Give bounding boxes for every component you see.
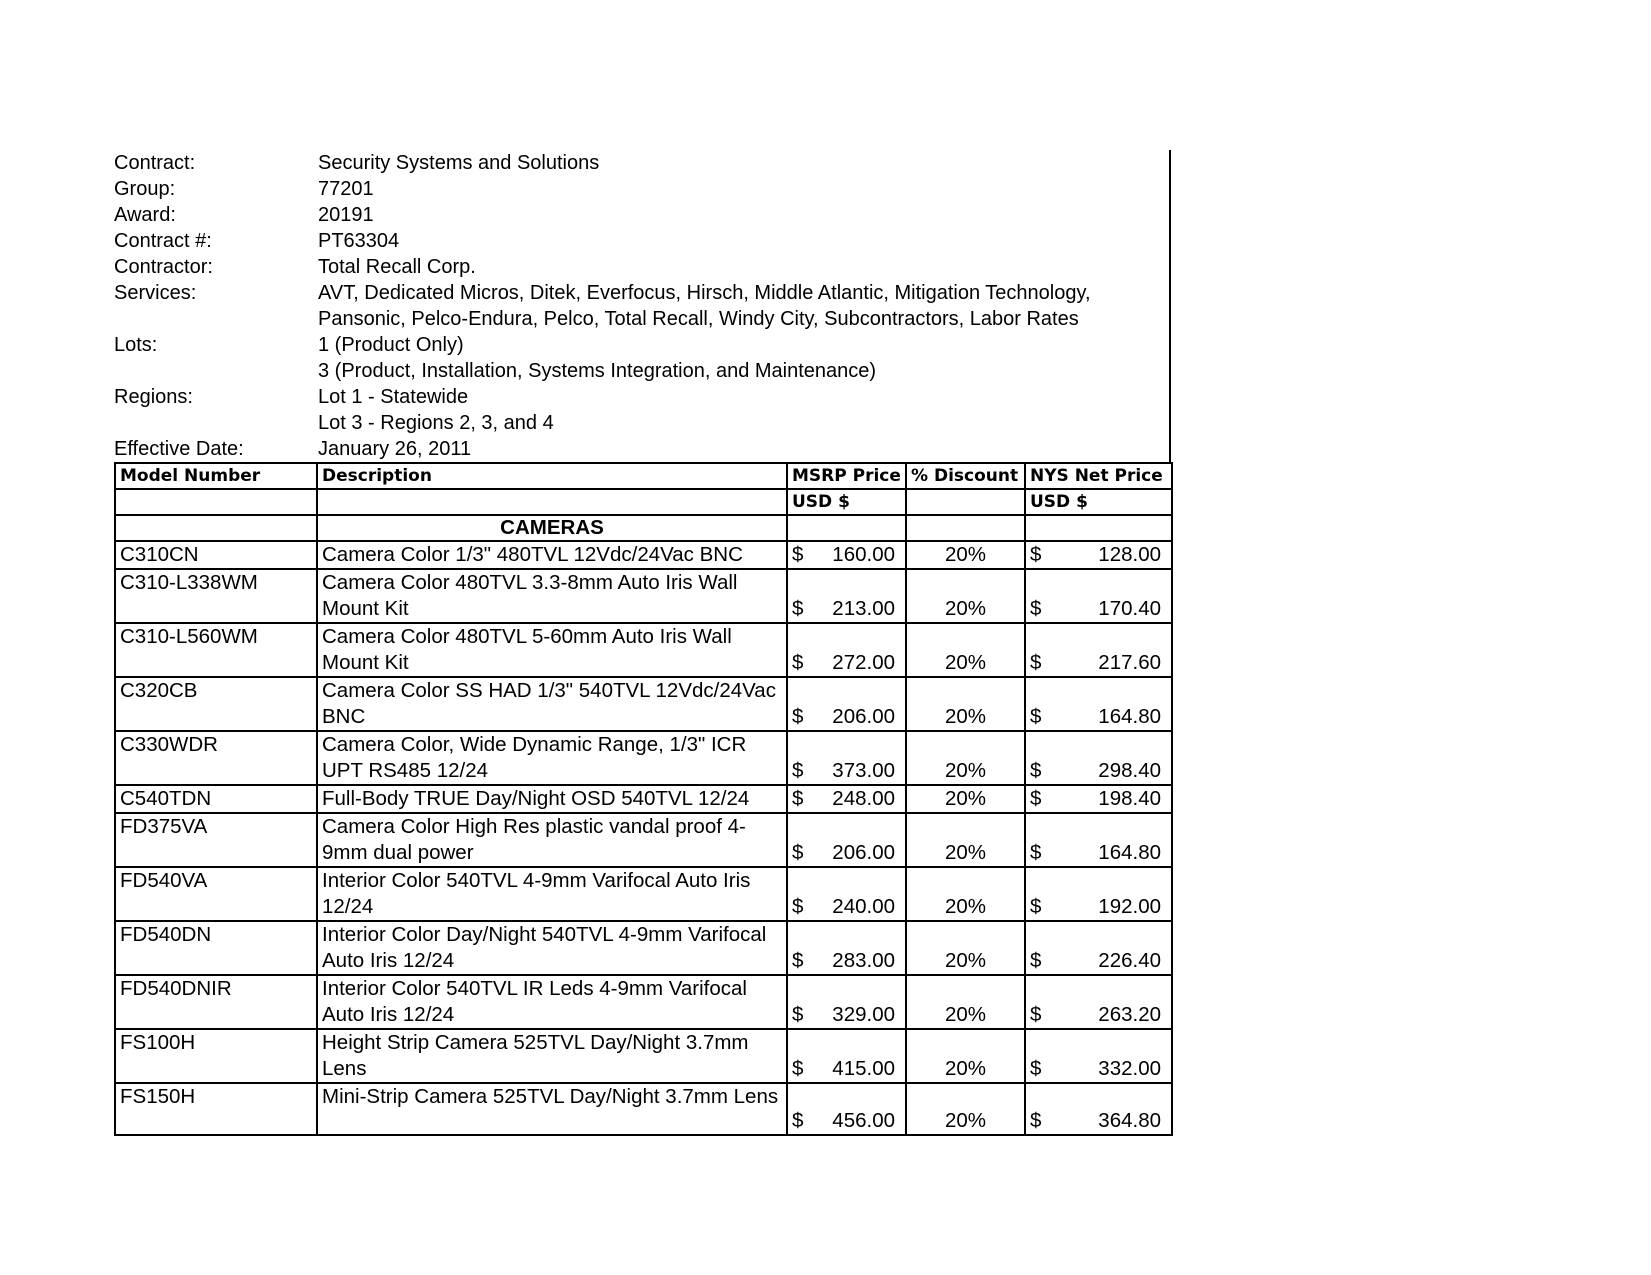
description: Camera Color 480TVL 5-60mm Auto Iris Wall Mount Kit xyxy=(317,623,787,677)
discount: 20% xyxy=(906,975,1025,1029)
net-price xyxy=(1025,731,1172,785)
model-number: FS100H xyxy=(115,1029,317,1083)
amount: 160.00 xyxy=(832,543,895,566)
currency-symbol: $ xyxy=(1030,1003,1042,1026)
currency-msrp: USD $ xyxy=(787,489,906,515)
discount: 20% xyxy=(906,541,1025,569)
meta-value: PT63304 xyxy=(318,230,400,252)
table-row xyxy=(115,1083,1172,1135)
currency-symbol: $ xyxy=(1030,895,1042,918)
model-number: C310CN xyxy=(115,541,317,569)
currency-symbol: $ xyxy=(1030,1109,1042,1132)
currency-symbol: $ xyxy=(1030,543,1042,566)
net-price xyxy=(1025,813,1172,867)
msrp-price xyxy=(787,785,906,813)
model-number: FD540DNIR xyxy=(115,975,317,1029)
description: Camera Color SS HAD 1/3" 540TVL 12Vdc/24Vac BNC xyxy=(317,677,787,731)
amount: 226.40 xyxy=(1098,949,1161,972)
amount: 213.00 xyxy=(832,597,895,620)
table-row xyxy=(115,785,1172,813)
currency-symbol: $ xyxy=(1030,1057,1042,1080)
description: Interior Color Day/Night 540TVL 4-9mm Varifocal Auto Iris 12/24 xyxy=(317,921,787,975)
meta-label: Services: xyxy=(114,282,197,304)
table-row xyxy=(115,677,1172,731)
net-price xyxy=(1025,677,1172,731)
model-number: FD540VA xyxy=(115,867,317,921)
description: Height Strip Camera 525TVL Day/Night 3.7mm Lens xyxy=(317,1029,787,1083)
meta-row xyxy=(114,436,1171,462)
msrp-price xyxy=(787,1083,906,1135)
amount: 263.20 xyxy=(1098,1003,1161,1026)
meta-label: Contract #: xyxy=(114,230,212,252)
description: Interior Color 540TVL IR Leds 4-9mm Varifocal Auto Iris 12/24 xyxy=(317,975,787,1029)
meta-row xyxy=(114,202,1171,228)
amount: 206.00 xyxy=(832,705,895,728)
price-table xyxy=(114,462,1173,1136)
net-price xyxy=(1025,975,1172,1029)
discount: 20% xyxy=(906,1029,1025,1083)
meta-value: Lot 3 - Regions 2, 3, and 4 xyxy=(318,412,554,434)
amount: 364.80 xyxy=(1098,1109,1161,1132)
meta-value: 77201 xyxy=(318,178,374,200)
msrp-price xyxy=(787,623,906,677)
model-number: FD375VA xyxy=(115,813,317,867)
currency-symbol: $ xyxy=(792,1109,804,1132)
msrp-price xyxy=(787,975,906,1029)
amount: 298.40 xyxy=(1098,759,1161,782)
currency-symbol: $ xyxy=(1030,949,1042,972)
meta-label: Regions: xyxy=(114,386,193,408)
meta-row xyxy=(114,332,1171,384)
table-row xyxy=(115,569,1172,623)
net-price xyxy=(1025,541,1172,569)
net-price xyxy=(1025,1083,1172,1135)
model-number: C310-L560WM xyxy=(115,623,317,677)
currency-net: USD $ xyxy=(1025,489,1172,515)
amount: 283.00 xyxy=(832,949,895,972)
amount: 248.00 xyxy=(832,787,895,810)
amount: 164.80 xyxy=(1098,705,1161,728)
table-row xyxy=(115,813,1172,867)
header-discount: % Discount xyxy=(906,463,1025,489)
msrp-price xyxy=(787,541,906,569)
currency-symbol: $ xyxy=(792,1003,804,1026)
right-border-line xyxy=(1169,150,1171,462)
amount: 373.00 xyxy=(832,759,895,782)
meta-value: Lot 1 - Statewide xyxy=(318,386,469,408)
meta-value: 3 (Product, Installation, Systems Integration, and Maintenance) xyxy=(318,360,877,382)
header-description: Description xyxy=(317,463,787,489)
currency-symbol: $ xyxy=(792,949,804,972)
meta-value: January 26, 2011 xyxy=(318,438,472,460)
meta-value: 1 (Product Only) xyxy=(318,334,464,356)
net-price xyxy=(1025,785,1172,813)
discount: 20% xyxy=(906,731,1025,785)
meta-label: Lots: xyxy=(114,334,158,356)
currency-symbol: $ xyxy=(1030,759,1042,782)
currency-symbol: $ xyxy=(1030,787,1042,810)
currency-symbol: $ xyxy=(1030,597,1042,620)
model-number: FS150H xyxy=(115,1083,317,1135)
currency-symbol: $ xyxy=(1030,841,1042,864)
currency-symbol: $ xyxy=(792,841,804,864)
msrp-price xyxy=(787,813,906,867)
model-number: C310-L338WM xyxy=(115,569,317,623)
meta-row xyxy=(114,228,1171,254)
meta-label: Award: xyxy=(114,204,176,226)
model-number: C330WDR xyxy=(115,731,317,785)
price-list-sheet xyxy=(114,150,1171,1136)
msrp-price xyxy=(787,569,906,623)
table-row xyxy=(115,975,1172,1029)
meta-row xyxy=(114,384,1171,436)
currency-symbol: $ xyxy=(1030,705,1042,728)
amount: 170.40 xyxy=(1098,597,1161,620)
discount: 20% xyxy=(906,785,1025,813)
meta-value: Pansonic, Pelco-Endura, Pelco, Total Recall, Windy City, Subcontractors, Labor Rates xyxy=(318,308,1079,330)
description: Mini-Strip Camera 525TVL Day/Night 3.7mm Lens xyxy=(317,1083,787,1135)
currency-symbol: $ xyxy=(792,787,804,810)
msrp-price xyxy=(787,921,906,975)
meta-label: Contract: xyxy=(114,152,196,174)
description: Full-Body TRUE Day/Night OSD 540TVL 12/24 xyxy=(317,785,787,813)
amount: 329.00 xyxy=(832,1003,895,1026)
meta-value: Security Systems and Solutions xyxy=(318,152,600,174)
currency-symbol: $ xyxy=(792,705,804,728)
contract-info xyxy=(114,150,1171,462)
msrp-price xyxy=(787,731,906,785)
discount: 20% xyxy=(906,1083,1025,1135)
table-row xyxy=(115,623,1172,677)
amount: 415.00 xyxy=(832,1057,895,1080)
meta-label: Effective Date: xyxy=(114,438,244,460)
table-row xyxy=(115,921,1172,975)
table-row xyxy=(115,1029,1172,1083)
description: Camera Color 1/3" 480TVL 12Vdc/24Vac BNC xyxy=(317,541,787,569)
model-number: FD540DN xyxy=(115,921,317,975)
table-row xyxy=(115,867,1172,921)
discount: 20% xyxy=(906,813,1025,867)
meta-value: Total Recall Corp. xyxy=(318,256,476,278)
currency-symbol: $ xyxy=(792,759,804,782)
meta-row xyxy=(114,254,1171,280)
msrp-price xyxy=(787,1029,906,1083)
meta-row xyxy=(114,176,1171,202)
meta-row xyxy=(114,150,1171,176)
currency-symbol: $ xyxy=(1030,651,1042,674)
amount: 456.00 xyxy=(832,1109,895,1132)
table-row xyxy=(115,541,1172,569)
table-row xyxy=(115,731,1172,785)
header-net: NYS Net Price xyxy=(1025,463,1172,489)
net-price xyxy=(1025,623,1172,677)
msrp-price xyxy=(787,677,906,731)
amount: 192.00 xyxy=(1098,895,1161,918)
net-price xyxy=(1025,1029,1172,1083)
net-price xyxy=(1025,921,1172,975)
header-msrp: MSRP Price xyxy=(787,463,906,489)
currency-symbol: $ xyxy=(792,895,804,918)
discount: 20% xyxy=(906,921,1025,975)
description: Camera Color 480TVL 3.3-8mm Auto Iris Wall Mount Kit xyxy=(317,569,787,623)
meta-row xyxy=(114,280,1171,332)
meta-label: Contractor: xyxy=(114,256,213,278)
currency-symbol: $ xyxy=(792,543,804,566)
currency-row xyxy=(115,489,1172,515)
meta-label: Group: xyxy=(114,178,176,200)
description: Camera Color, Wide Dynamic Range, 1/3" ICR UPT RS485 12/24 xyxy=(317,731,787,785)
header-model: Model Number xyxy=(115,463,317,489)
net-price xyxy=(1025,867,1172,921)
model-number: C320CB xyxy=(115,677,317,731)
amount: 217.60 xyxy=(1098,651,1161,674)
section-row xyxy=(115,515,1172,541)
discount: 20% xyxy=(906,623,1025,677)
header-row xyxy=(115,463,1172,489)
discount: 20% xyxy=(906,867,1025,921)
model-number: C540TDN xyxy=(115,785,317,813)
discount: 20% xyxy=(906,569,1025,623)
currency-symbol: $ xyxy=(792,651,804,674)
meta-value: AVT, Dedicated Micros, Ditek, Everfocus, Hirsch, Middle Atlantic, Mitigation Technology, xyxy=(318,282,1091,304)
amount: 164.80 xyxy=(1098,841,1161,864)
currency-symbol: $ xyxy=(792,1057,804,1080)
meta-value: 20191 xyxy=(318,204,374,226)
net-price xyxy=(1025,569,1172,623)
amount: 272.00 xyxy=(832,651,895,674)
discount: 20% xyxy=(906,677,1025,731)
section-title: CAMERAS xyxy=(317,515,787,541)
amount: 240.00 xyxy=(832,895,895,918)
amount: 128.00 xyxy=(1098,543,1161,566)
currency-symbol: $ xyxy=(792,597,804,620)
description: Interior Color 540TVL 4-9mm Varifocal Auto Iris 12/24 xyxy=(317,867,787,921)
msrp-price xyxy=(787,867,906,921)
amount: 206.00 xyxy=(832,841,895,864)
amount: 332.00 xyxy=(1098,1057,1161,1080)
description: Camera Color High Res plastic vandal proof 4-9mm dual power xyxy=(317,813,787,867)
amount: 198.40 xyxy=(1098,787,1161,810)
